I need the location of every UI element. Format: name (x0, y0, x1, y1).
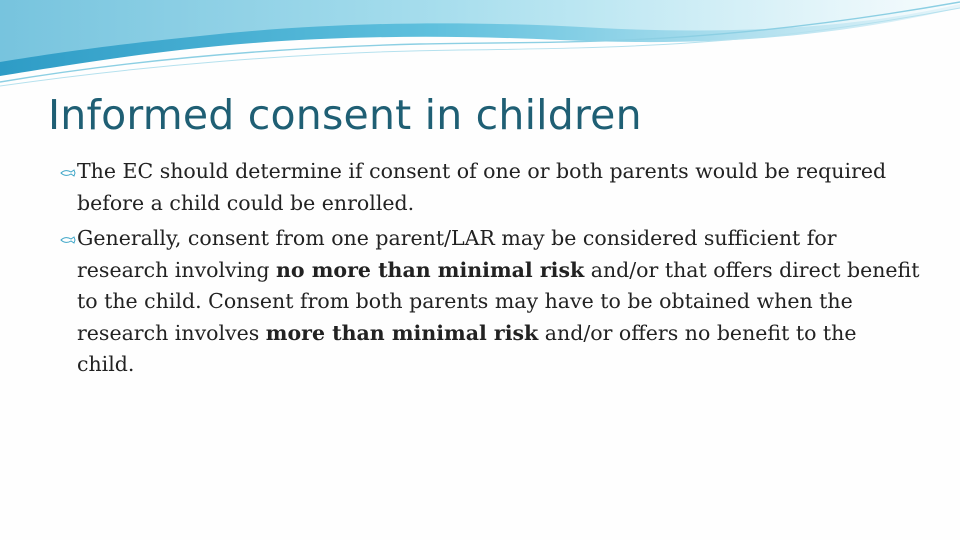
bullet-arrow-icon (60, 236, 77, 244)
text-segment: and/or offers no benefit to the child. (77, 320, 857, 376)
text-segment: Generally, consent from one parent/LAR may be considered sufficient for research involving (77, 226, 837, 282)
header-wave-decoration (0, 0, 960, 100)
bullet-text (77, 226, 919, 376)
bullet-item (60, 156, 920, 219)
bold-text-segment: no more than minimal risk (276, 257, 585, 282)
bullet-item (60, 223, 920, 381)
bold-text-segment: more than minimal risk (265, 320, 539, 345)
bullet-arrow-icon (60, 169, 77, 177)
bullet-list (60, 156, 920, 385)
slide-title: Informed consent in children (48, 91, 642, 139)
text-segment: The EC should determine if consent of one or both parents would be required before a child could be enrolled. (77, 159, 887, 215)
bullet-text (77, 159, 886, 215)
text-segment: and/or that offers direct benefit to the child. Consent from both parents may have to be obtained when the research involves (77, 257, 920, 345)
